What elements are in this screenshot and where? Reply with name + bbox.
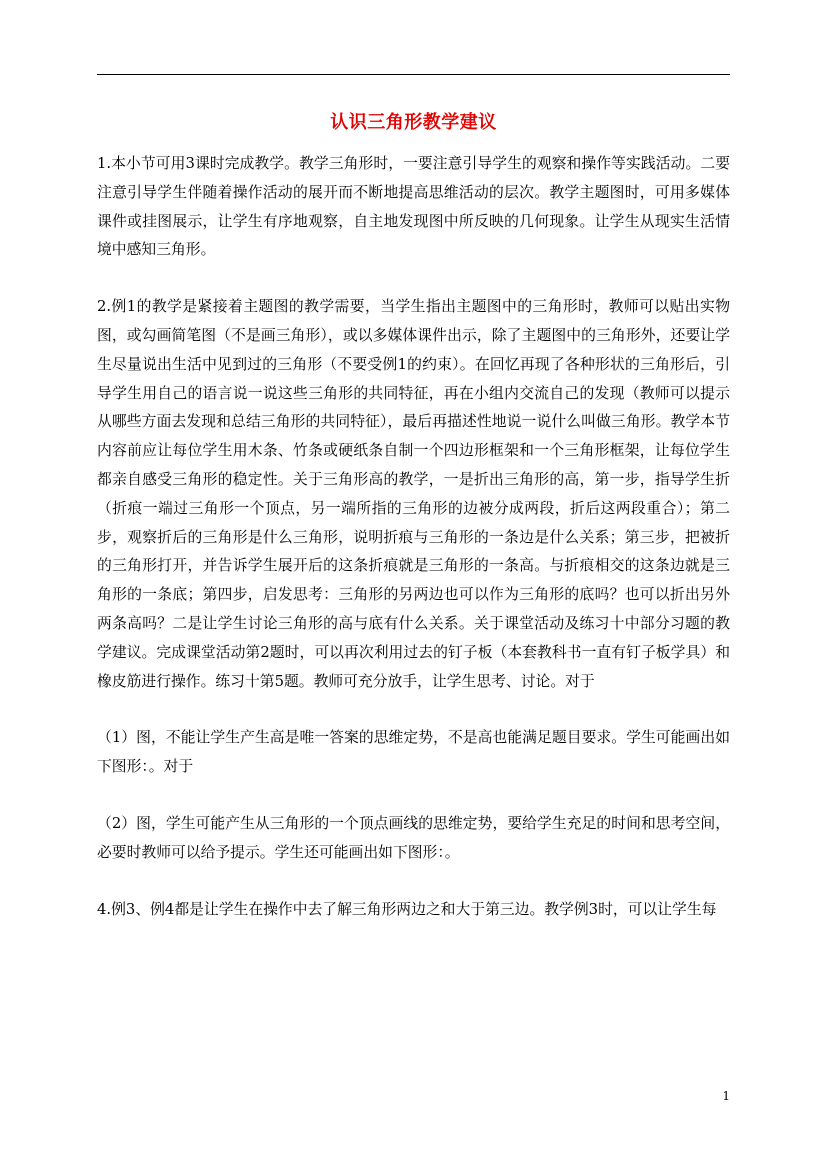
paragraph-gap	[97, 696, 730, 724]
paragraph-1: 1.本小节可用3课时完成教学。教学三角形时，一要注意引导学生的观察和操作等实践活动。二要注意引导学生伴随着操作活动的展开而不断地提高思维活动的层次。教学主题图时，可用多媒体课件或挂图展示，让学生有序地观察，自主地发现图中所反映的几何现象。让学生从现实生活情境中感知三角形。	[97, 155, 730, 259]
paragraph-2: 2.例1的教学是紧接着主题图的教学需要，当学生指出主题图中的三角形时，教师可以贴出实物图，或勾画简笔图（不是画三角形），或以多媒体课件出示，除了主题图中的三角形外，还要让学生尽量说出生活中见到过的三角形（不要受例1的约束）。在回忆再现了各种形状的三角形后，引导学生用自己的语言说一说这些三角形的共同特征，再在小组内交流自己的发现（教师可以提示从哪些方面去发现和总结三角形的共同特征），最后再描述性地说一说什么叫做三角形。教学本节内容前应让每位学生用木条、竹条或硬纸条自制一个四边形框架和一个三角形框架，让每位学生都亲自感受三角形的稳定性。关于三角形高的教学，一是折出三角形的高，第一步，指导学生折（折痕一端过三角形一个顶点，另一端所指的三角形的边被分成两段，折后这两段重合）；第二步，观察折后的三角形是什么三角形，说明折痕与三角形的一条边是什么关系；第三步，把被折的三角形打开，并告诉学生展开后的这条折痕就是三角形的一条高。与折痕相交的这条边就是三角形的一条底；第四步，启发思考：三角形的另两边也可以作为三角形的底吗？也可以折出另外两条高吗？二是让学生讨论三角形的高与底有什么关系。关于课堂活动及练习十中部分习题的教学建议。完成课堂活动第2题时，可以再次利用过去的钉子板（本套教科书一直有钉子板学具）和橡皮筋进行操作。练习十第5题。教师可充分放手，让学生思考、讨论。对于	[97, 298, 730, 690]
page-number: 1	[722, 1089, 730, 1103]
paragraph-gap	[97, 265, 730, 293]
document-body	[97, 150, 730, 924]
paragraph-gap	[97, 868, 730, 896]
paragraph-5: 4.例3、例4都是让学生在操作中去了解三角形两边之和大于第三边。教学例3时，可以让学生每	[97, 900, 717, 918]
paragraph-3: （1）图，不能让学生产生高是唯一答案的思维定势，不是高也能满足题目要求。学生可能画出如下图形：。对于	[97, 729, 730, 776]
document-title: 认识三角形教学建议	[330, 112, 497, 133]
header-rule	[97, 74, 730, 75]
paragraph-4: （2）图，学生可能产生从三角形的一个顶点画线的思维定势，要给学生充足的时间和思考空间，必要时教师可以给予提示。学生还可能画出如下图形：。	[97, 814, 730, 861]
paragraph-gap	[97, 782, 730, 810]
